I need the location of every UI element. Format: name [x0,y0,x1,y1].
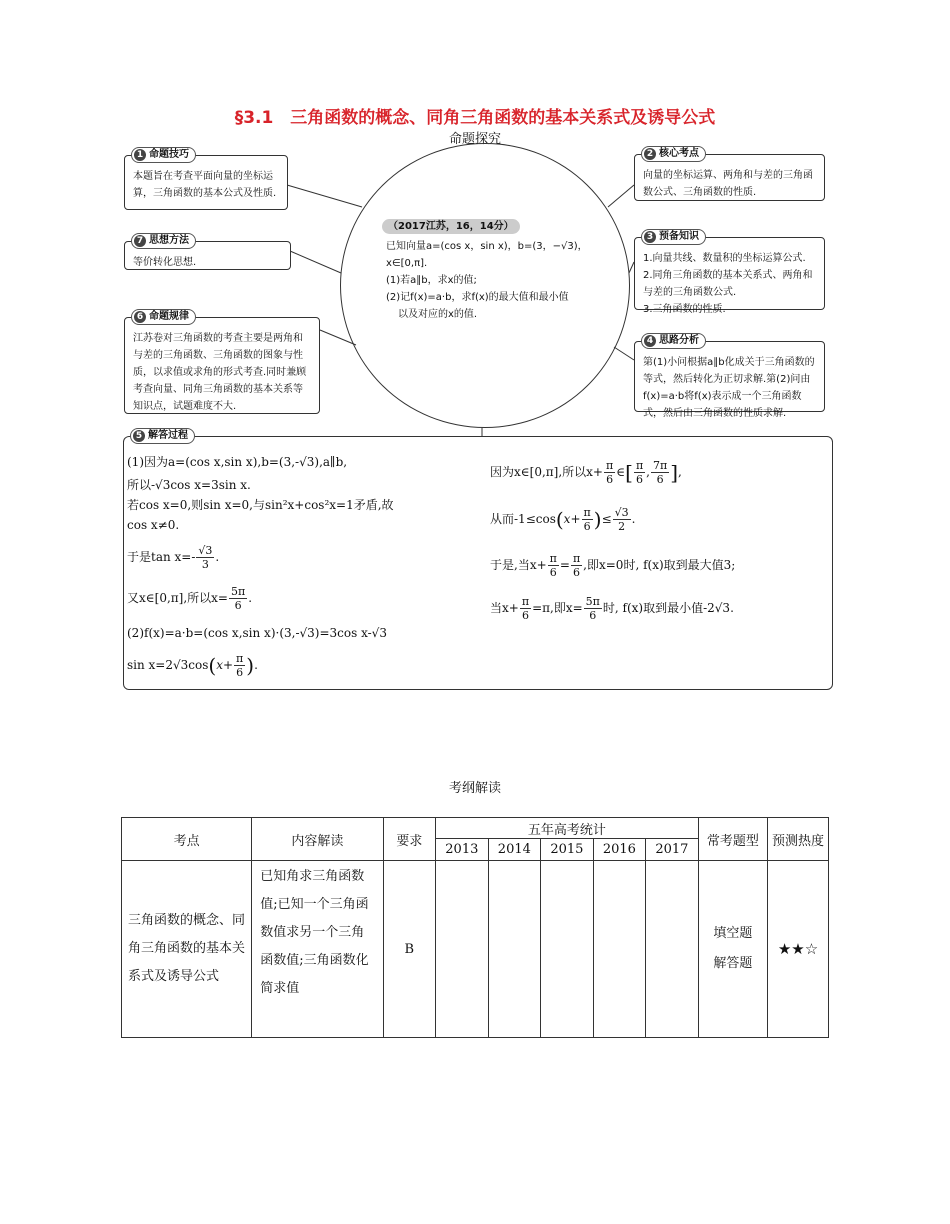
fraction: $\frac{\pi}{6}$ [635,459,644,486]
box-proposition-pattern: 6 命题规律 江苏卷对三角函数的考查主要是两角和与差的三角函数、三角函数的图象与性质，以求值或求角的形式考查.同时兼顾考查向量、同角三角函数的基本关系等知识点，试题难度不大. [124,317,320,414]
tag-6: 6 命题规律 [131,309,196,325]
year-2014: 2014 [488,839,541,861]
cell-content: 已知角求三角函数值;已知一个三角函数值求另一个三角函数值;三角函数化简求值 [252,861,383,1038]
year-2013: 2013 [436,839,489,861]
tag-2: 2 核心考点 [641,146,706,162]
fraction: $\frac{\pi}{6}$ [521,595,530,622]
cell-requirement: B [383,861,436,1038]
tag-1: 1 命题技巧 [131,147,196,163]
tag-4: 4 思路分析 [641,333,706,349]
section-heading-proposition: 命题探究 [448,132,501,147]
sol-line-6: 又x∈[0,π],所以x= $\frac{5\pi}{6}$ . [127,585,253,612]
cell-2017 [646,861,699,1038]
section-heading-syllabus: 考纲解读 [448,781,501,796]
header-stats: 五年高考统计 [436,818,699,839]
cell-2016 [593,861,646,1038]
fraction: $\frac{\pi}{6}$ [236,652,244,679]
tag-3: 3 预备知识 [641,229,706,245]
year-2017: 2017 [646,839,699,861]
fraction: $\frac{√3}{2}$ [614,506,629,533]
sol-line-3: 若cos x=0,则sin x=0,与sin²x+cos²x=1矛盾,故 [127,498,394,512]
header-point: 考点 [122,818,252,861]
fraction: $\frac{7\pi}{6}$ [653,459,668,486]
tag-5: 5 解答过程 [130,428,195,444]
header-requirement: 要求 [383,818,436,861]
box-proposition-skill: 1 命题技巧 本题旨在考查平面向量的坐标运算，三角函数的基本公式及性质. [124,155,288,210]
tag-7: 7 思想方法 [131,233,196,249]
cell-heat: ★★☆ [767,861,828,1038]
box-prerequisite: 3 预备知识 1.向量共线、数量积的坐标运算公式. 2.同角三角函数的基本关系式、两角和与差的三角函数公式. 3.三角函数的性质. [634,237,825,310]
fraction: $\frac{\pi}{6}$ [549,552,557,579]
question-source: （2017江苏，16，14分） [382,219,520,234]
sol-right-line-2: 从而-1≤cos(x+ $\frac{\pi}{6}$ )≤ $\frac{√3}{2}$ . [490,506,636,533]
sol-line-5: 于是tan x=- $\frac{√3}{3}$ . [127,544,220,571]
cell-type: 填空题 解答题 [698,861,767,1038]
cell-2015 [541,861,594,1038]
sol-right-line-1: 因为x∈[0,π],所以x+ $\frac{\pi}{6}$ ∈[ $\frac{\pi}{6}$ , $\frac{7\pi}{6}$ ], [490,459,682,486]
sol-line-1: (1)因为a=(cos x,sin x),b=(3,-√3),a∥b, [127,455,348,469]
cell-2014 [488,861,541,1038]
year-2015: 2015 [541,839,594,861]
question-text: 已知向量a=(cos x，sin x)，b=(3，−√3)， x∈[0,π]. (1)若a∥b，求x的值; (2)记f(x)=a·b，求f(x)的最大值和最小值 以及对应的x的值. [386,241,588,320]
fraction: $\frac{√3}{3}$ [198,544,213,571]
sol-line-7: (2)f(x)=a·b=(cos x,sin x)·(3,-√3)=3cos x-√3 [127,626,387,640]
cell-2013 [436,861,489,1038]
page-title: §3.1 三角函数的概念、同角三角函数的基本关系式及诱导公式 [234,108,716,128]
fraction: $\frac{5\pi}{6}$ [231,585,246,612]
header-heat: 预测热度 [767,818,828,861]
cell-point: 三角函数的概念、同角三角函数的基本关系式及诱导公式 [122,861,252,1038]
sol-line-8: sin x=2√3cos(x+ $\frac{\pi}{6}$ ). [127,652,258,679]
fraction: $\frac{5\pi}{6}$ [585,595,600,622]
year-2016: 2016 [593,839,646,861]
box-approach: 4 思路分析 第(1)小问根据a∥b化成关于三角函数的等式，然后转化为正切求解.第(2)问由f(x)=a·b将f(x)表示成一个三角函数式，然后由三角函数的性质求解. [634,341,825,412]
sol-line-2: 所以-√3cos x=3sin x. [127,478,251,492]
header-content: 内容解读 [252,818,383,861]
box-core-point: 2 核心考点 向量的坐标运算、两角和与差的三角函数公式、三角函数的性质. [634,154,825,201]
fraction: $\frac{\pi}{6}$ [572,552,581,579]
box-thinking-method: 7 思想方法 等价转化思想. [124,241,291,270]
fraction: $\frac{\pi}{6}$ [606,459,614,486]
sol-line-4: cos x≠0. [127,518,180,532]
sol-right-line-3: 于是,当x+ $\frac{\pi}{6}$ = $\frac{\pi}{6}$ ,即x=0时, f(x)取到最大值3; [490,552,736,579]
fraction: $\frac{\pi}{6}$ [583,506,591,533]
sol-right-line-4: 当x+ $\frac{\pi}{6}$ =π,即x= $\frac{5\pi}{6}$ 时, f(x)取到最小值-2√3. [490,595,734,622]
syllabus-table [121,817,829,1038]
header-type: 常考题型 [698,818,767,861]
